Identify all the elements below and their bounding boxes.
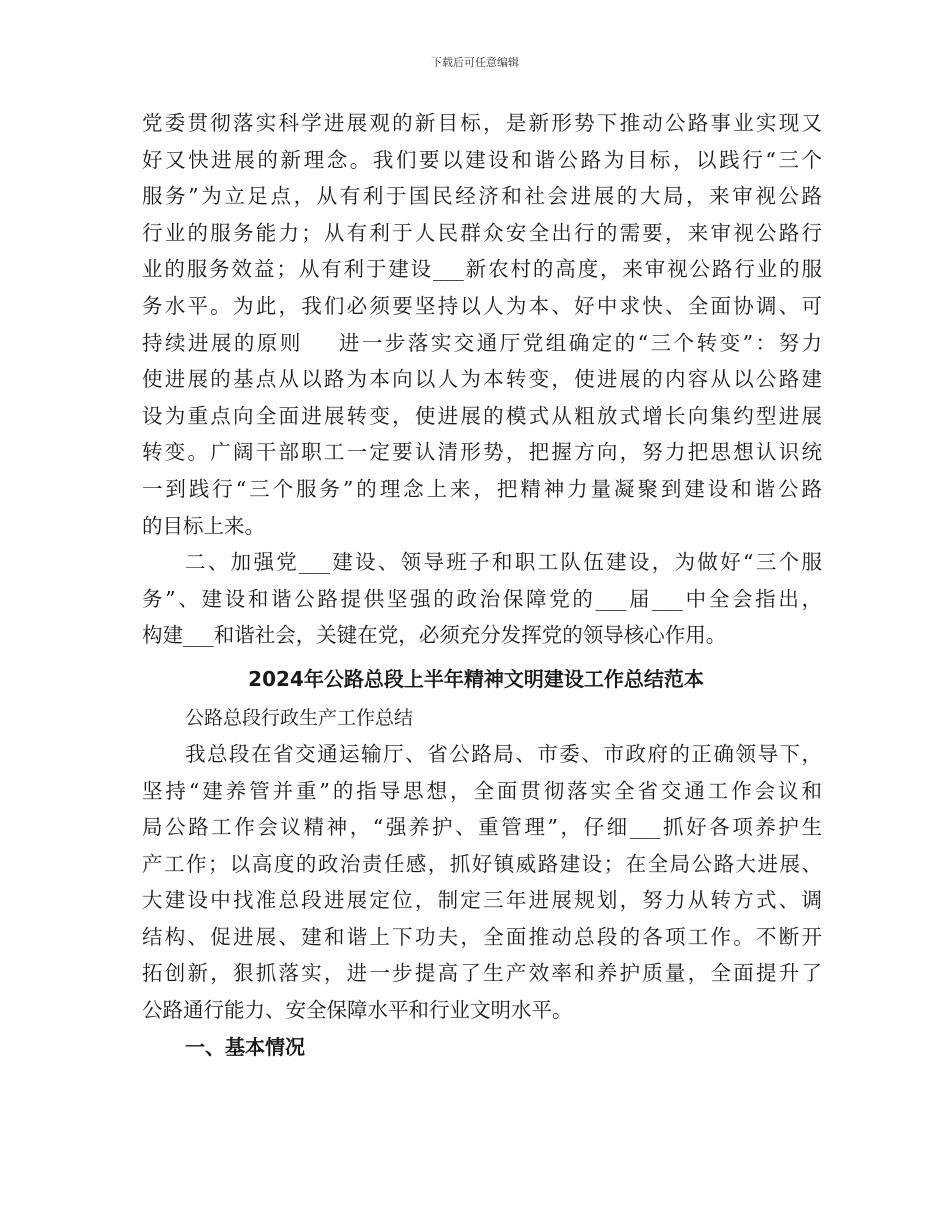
text-line: 持续进展的原则 进一步落实交通厅党组确定的“三个转变”：努力 bbox=[142, 330, 822, 355]
text-line: 坚持“建养管并重”的指导思想，全面贯彻落实全省交通工作会议和 bbox=[142, 778, 822, 803]
text-line: 行业的服务能力；从有利于人民群众安全出行的需要，来审视公路行 bbox=[142, 220, 822, 245]
section-heading: 一、基本情况 bbox=[185, 1034, 305, 1059]
text-line: 我总段在省交通运输厅、省公路局、市委、市政府的正确领导下， bbox=[185, 741, 822, 766]
text-line: 构建___和谐社会，关键在党，必须充分发挥党的领导核心作用。 bbox=[142, 623, 727, 648]
text-line: 党委贯彻落实科学进展观的新目标，是新形势下推动公路事业实现又 bbox=[142, 111, 822, 135]
text-line: 大建设中找准总段进展定位，制定三年进展规划，努力从转方式、调 bbox=[142, 888, 822, 913]
page-header-note: 下载后可任意编辑 bbox=[431, 56, 519, 69]
text-line: 业的服务效益；从有利于建设___新农村的高度，来审视公路行业的服 bbox=[142, 257, 822, 282]
text-line: 拓创新，狠抓落实，进一步提高了生产效率和养护质量，全面提升了 bbox=[142, 961, 822, 986]
paragraph-1 bbox=[142, 105, 822, 544]
text-line: 好又快进展的新理念。我们要以建设和谐公路为目标，以践行“三个 bbox=[142, 147, 822, 172]
text-line: 产工作；以高度的政治责任感，抓好镇威路建设；在全局公路大进展、 bbox=[142, 851, 822, 876]
text-line: 二、加强党___建设、领导班子和职工队伍建设，为做好“三个服 bbox=[185, 550, 822, 575]
text-line: 结构、促进展、建和谐上下功夫，全面推动总段的各项工作。不断开 bbox=[142, 924, 822, 949]
text-line: 一到践行“三个服务”的理念上来，把精神力量凝聚到建设和谐公路 bbox=[142, 476, 822, 501]
text-line: 转变。广阔干部职工一定要认清形势，把握方向，努力把思想认识统 bbox=[142, 440, 822, 465]
document-body bbox=[142, 105, 822, 1069]
text-line: 公路通行能力、安全保障水平和行业文明水平。 bbox=[142, 998, 573, 1023]
text-line: 务”、建设和谐公路提供坚强的政治保障党的___届___中全会指出， bbox=[142, 586, 822, 611]
text-line: 设为重点向全面进展转变，使进展的模式从粗放式增长向集约型进展 bbox=[142, 403, 822, 428]
text-line: 服务”为立足点，从有利于国民经济和社会进展的大局，来审视公路 bbox=[142, 184, 822, 209]
text-line: 使进展的基点从以路为本向以人为本转变，使进展的内容从以公路建 bbox=[142, 367, 822, 392]
text-line: 务水平。为此，我们必须要坚持以人为本、好中求快、全面协调、可 bbox=[142, 293, 822, 318]
paragraph-3 bbox=[142, 736, 822, 1029]
text-line: 的目标上来。 bbox=[142, 513, 265, 538]
section-subtitle: 公路总段行政生产工作总结 bbox=[185, 706, 414, 729]
text-line: 局公路工作会议精神，“强养护、重管理”，仔细___抓好各项养护生 bbox=[142, 815, 822, 840]
paragraph-2 bbox=[142, 544, 822, 654]
document-title: 2024年公路总段上半年精神文明建设工作总结范本 bbox=[248, 666, 704, 691]
